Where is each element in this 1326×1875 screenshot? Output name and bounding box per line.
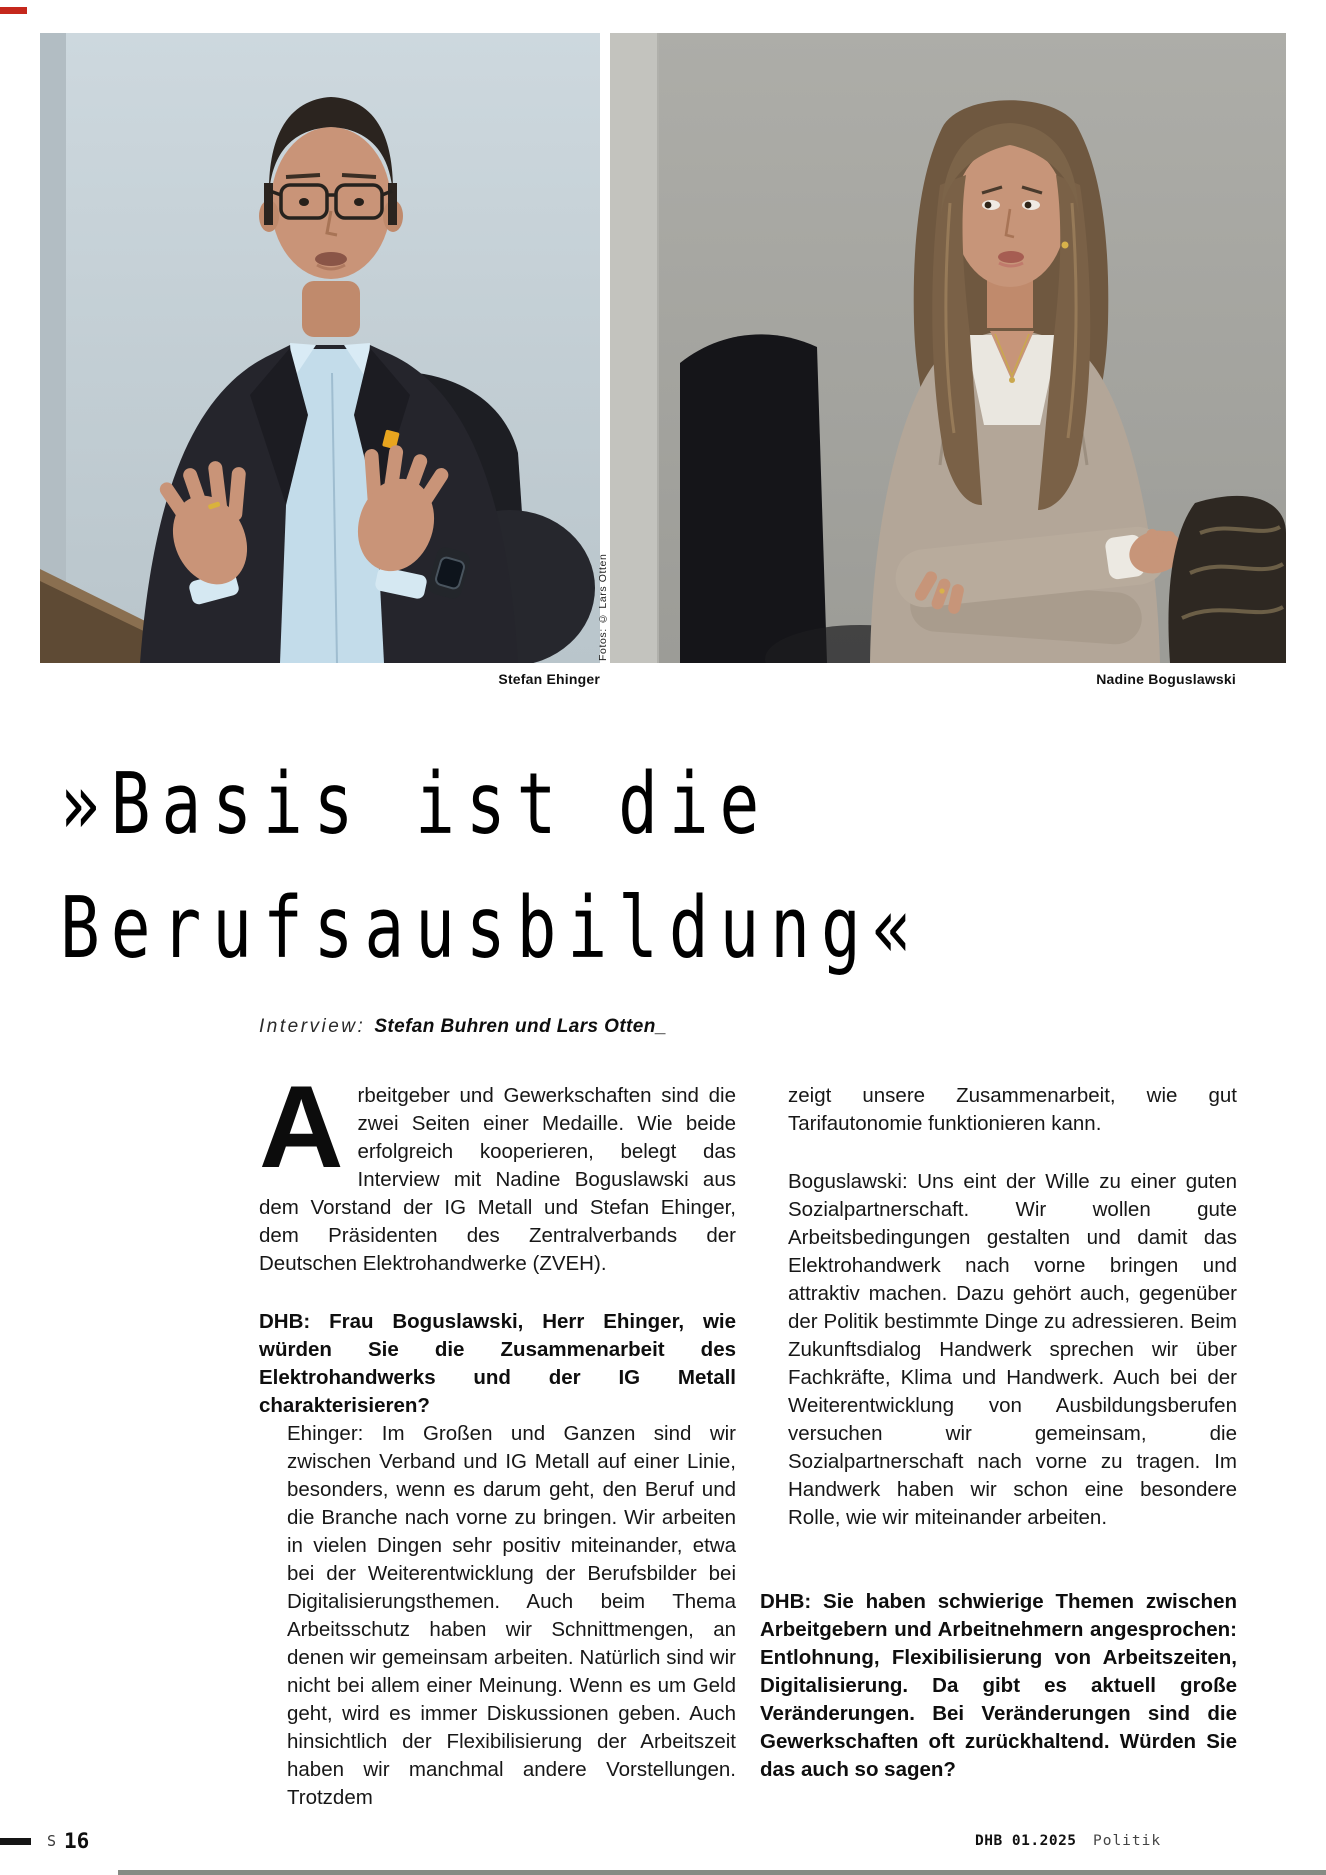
- intro-paragraph: [259, 1061, 736, 1278]
- caption-nadine-boguslawski: Nadine Boguslawski: [1096, 671, 1236, 687]
- answer-ehinger-continued: zeigt unsere Zusammenarbeit, wie gut Tarifautonomie funktionieren kann.: [788, 1084, 1237, 1135]
- photo-stefan-ehinger-illustration: [40, 33, 600, 663]
- issue-label: DHB 01.2025: [975, 1833, 1077, 1849]
- caption-stefan-ehinger: Stefan Ehinger: [498, 671, 600, 687]
- headline-line-2: Berufsausbildung«: [60, 878, 923, 978]
- photo-nadine-boguslawski: [610, 33, 1286, 663]
- photo-stefan-ehinger: [40, 33, 600, 663]
- footer-rule: [0, 1838, 31, 1845]
- footer-page-number: [0, 1828, 89, 1854]
- section-label: Politik: [1092, 1833, 1162, 1849]
- interview-question-2: DHB: Sie haben schwierige Themen zwischen Arbeitgebern und Arbeitnehmern angesprochen: Entlohnung, Flexibilisierung von Arbeitszeiten, Digitalisierung. Da gibt es aktuell große Veränderungen. Bei Veränderungen sind die Gewerkschaften oft zurückhaltend. Würden Sie das auch so sagen?: [760, 1590, 1237, 1781]
- page-number: 16: [64, 1829, 90, 1853]
- dropcap: A: [259, 1061, 344, 1192]
- byline: [259, 1016, 667, 1038]
- answer-ehinger: Ehinger: Im Großen und Ganzen sind wir zwischen Verband und IG Metall auf einer Linie, besonders, wenn es darum geht, den Beruf und die Branche nach vorne zu bringen. Wir arbeiten in vielen Dingen sehr positiv miteinander, etwa bei der Weiterentwicklung der Berufsbilder bei Digitalisierungsthemen. Auch beim Thema Arbeitsschutz haben wir Schnittmengen, an denen wir gemeinsam arbeiten. Natürlich sind wir nicht bei allem einer Meinung. Wenn es um Geld geht, wird es immer Diskussionen geben. Auch hinsichtlich der Flexibilisierung der Arbeitszeit haben wir manchmal andere Vorstellungen. Trotzdem: [287, 1422, 736, 1809]
- page-corner-mark: [0, 7, 27, 14]
- article-body: [259, 1061, 1237, 1812]
- photo-nadine-boguslawski-illustration: [610, 33, 1286, 663]
- article-headline: [60, 742, 923, 990]
- answer-boguslawski: Boguslawski: Uns eint der Wille zu einer guten Sozialpartnerschaft. Wir wollen gute Arbeitsbedingungen gestalten und damit das Elektrohandwerk nach vorne bringen und attraktiv machen. Dazu gehört auch, gegenüber der Politik bestimmte Dinge zu adressieren. Beim Zukunftsdialog Handwerk sprechen wir über Fachkräfte, Klima und Handwerk. Auch bei der Weiterentwicklung von Ausbildungsberufen versuchen wir gemeinsam, die Sozialpartnerschaft nach vorne zu tragen. Im Handwerk haben wir schon eine besondere Rolle, wie wir miteinander arbeiten.: [788, 1170, 1237, 1529]
- column-right: [760, 1082, 1237, 1812]
- byline-authors: Stefan Buhren und Lars Otten_: [374, 1016, 667, 1037]
- intro-text: rbeitgeber und Gewerkschaften sind die zwei Seiten einer Medaille. Wie beide erfolgreich kooperieren, belegt das Interview mit Nadine Boguslawski aus dem Vorstand der IG Metall und Stefan Ehinger, dem Präsidenten des Zentralverbands der Deutschen Elektrohandwerke (ZVEH).: [259, 1084, 736, 1275]
- column-left: [259, 1061, 736, 1812]
- page-edge: [118, 1870, 1326, 1875]
- photo-credit: Fotos: © Lars Otten: [597, 553, 609, 661]
- interview-question-1: DHB: Frau Boguslawski, Herr Ehinger, wie würden Sie die Zusammenarbeit des Elektrohandwerks und der IG Metall charakterisieren?: [259, 1310, 736, 1417]
- headline-line-1: »Basis ist die: [60, 754, 771, 854]
- footer-issue-info: [975, 1832, 1161, 1850]
- patterned-bag: [1168, 496, 1286, 663]
- byline-label: Interview:: [259, 1016, 366, 1037]
- page-label-prefix: S: [47, 1832, 57, 1850]
